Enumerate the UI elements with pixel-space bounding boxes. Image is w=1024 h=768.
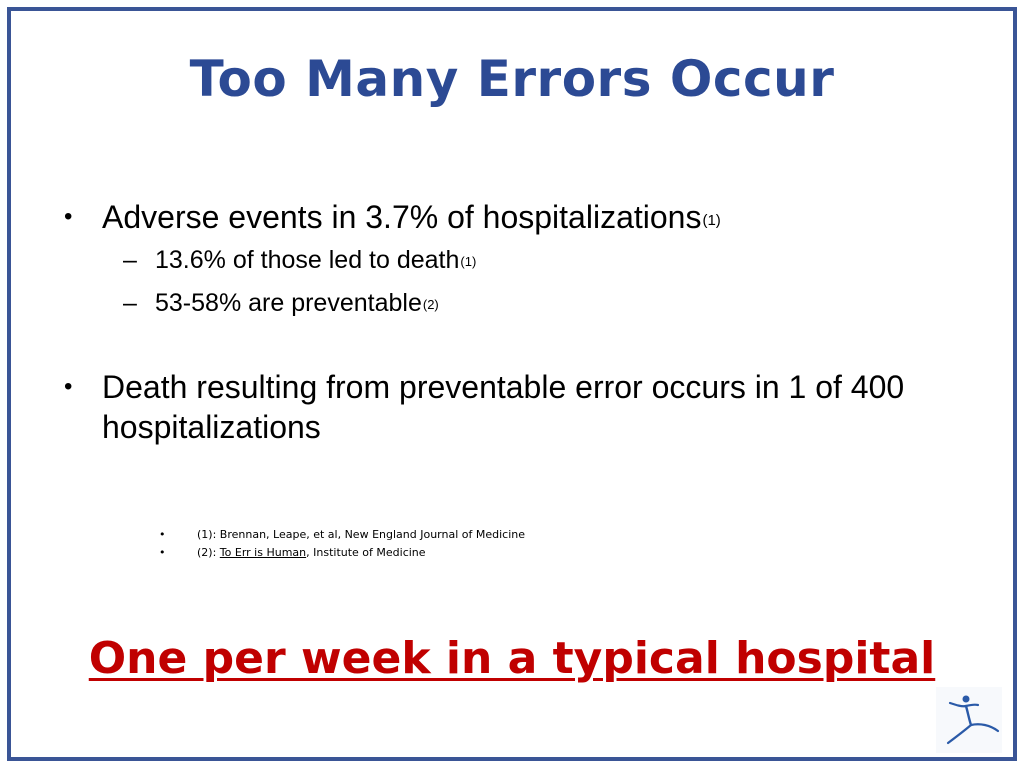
sub-bullet-symbol: – bbox=[123, 246, 137, 274]
bullet-text-line-1: Death resulting from preventable error occurs in 1 of 400 bbox=[102, 369, 905, 405]
bullet-text: Adverse events in 3.7% of hospitalizations$^{(1)}$ bbox=[102, 199, 721, 235]
bullet-symbol: • bbox=[64, 203, 73, 230]
reference-marker: (1) bbox=[460, 254, 477, 269]
footnote-source-title: To Err is Human bbox=[219, 546, 307, 559]
footnote-symbol: • bbox=[159, 546, 166, 559]
bullet-symbol: • bbox=[64, 373, 73, 400]
sub-bullet-symbol: – bbox=[123, 289, 137, 317]
reference-marker: (1) bbox=[702, 212, 721, 229]
slide-title: Too Many Errors Occur bbox=[189, 50, 835, 108]
slide bbox=[7, 7, 1017, 761]
footnote-text: (1): Brennan, Leape, et al, New England Journal of Medicine bbox=[197, 528, 526, 541]
footnote-symbol: • bbox=[159, 528, 166, 541]
reference-marker: (2) bbox=[422, 297, 439, 312]
sub-bullet-text: 13.6% of those led to death$^{(1)}$ bbox=[155, 246, 477, 274]
footnote-text: (2): To Err is Human, Institute of Medicine bbox=[197, 546, 426, 559]
bullet-text-line-2: hospitalizations bbox=[102, 409, 321, 445]
sub-bullet-text: 53-58% are preventable$^{(2)}$ bbox=[155, 289, 439, 317]
running-figure-logo-icon bbox=[936, 687, 1002, 753]
conclusion-statement: One per week in a typical hospital bbox=[88, 633, 936, 684]
